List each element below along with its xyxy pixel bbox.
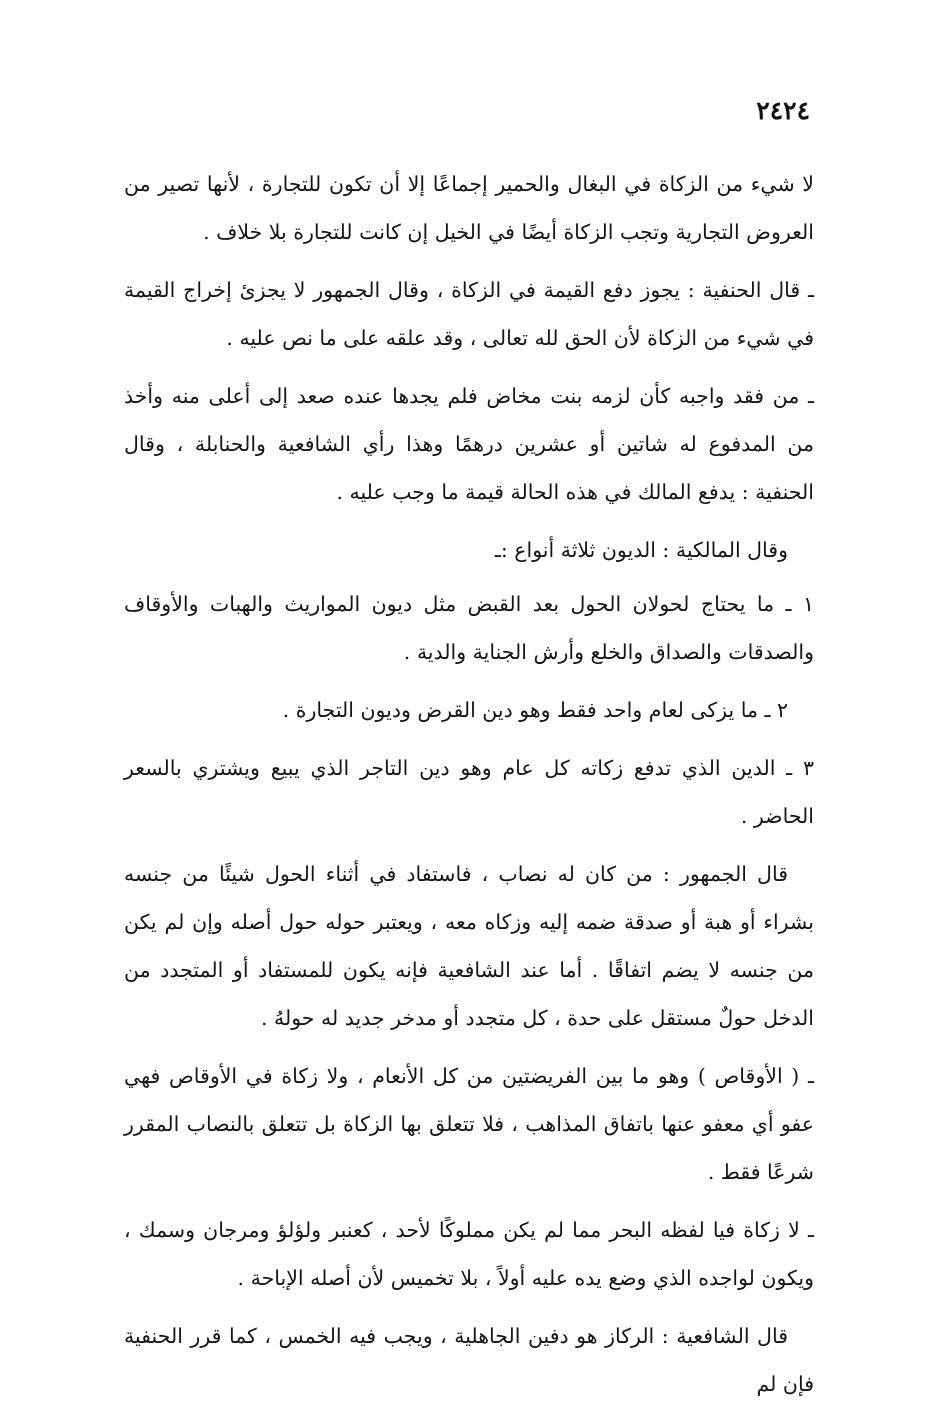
paragraph-maliki-debts-heading: وقال المالكية : الديون ثلاثة أنواع :ـ xyxy=(494,538,788,562)
paragraph-zakat-mules-donkeys: لا شيء من الزكاة في البغال والحمير إجماعًا إلا أن تكون للتجارة ، لأنها تصير من العروض التجارية وتجب الزكاة أيضًا في الخيل إن كانت للتجارة بلا خلاف . xyxy=(124,172,814,244)
list-item-debt-type-2: ٢ ـ ما يزكى لعام واحد فقط وهو دين القرض وديون التجارة . xyxy=(282,698,788,722)
paragraph-rikaz: قال الشافعية : الركاز هو دفين الجاهلية ، ويجب فيه الخمس ، كما قرر الحنفية فإن لم xyxy=(124,1324,814,1396)
list-item-debt-type-1: ١ ـ ما يحتاج لحولان الحول بعد القبض مثل ديون المواريث والهبات والأوقاف والصدقات والصداق والخلع وأرش الجناية والدية . xyxy=(124,592,814,664)
paragraph-missing-obligation: ـ من فقد واجبه كأن لزمه بنت مخاض فلم يجدها عنده صعد إلى أعلى منه وأخذ من المدفوع له شاتين أو عشرين درهمًا وهذا رأي الشافعية والحنابلة ، وقال الحنفية : يدفع المالك في هذه الحالة قيمة ما وجب عليه . xyxy=(124,384,814,504)
paragraph-acquired-wealth: قال الجمهور : من كان له نصاب ، فاستفاد في أثناء الحول شيئًا من جنسه بشراء أو هبة أو صدقة ضمه إليه وزكاه معه ، ويعتبر حوله حول أصله وإن لم يكن من جنسه لا يضم اتفاقًا . أما عند الشافعية فإنه يكون للمستفاد أو المتجدد من الدخل حولٌ مستقل على حدة ، كل متجدد أو مدخر جديد له حولهُ . xyxy=(124,862,814,1030)
paragraph-sea-products: ـ لا زكاة فيا لفظه البحر مما لم يكن مملوكًا لأحد ، كعنبر ولؤلؤ ومرجان وسمك ، ويكون لواجده الذي وضع يده عليه أولاً ، بلا تخميس لأن أصله الإباحة . xyxy=(124,1218,814,1290)
page-body xyxy=(124,160,814,1418)
paragraph-value-payment: ـ قال الحنفية : يجوز دفع القيمة في الزكاة ، وقال الجمهور لا يجزئ إخراج القيمة في شيء من الزكاة لأن الحق لله تعالى ، وقد علقه على ما نص عليه . xyxy=(124,278,814,350)
list-item-debt-type-3: ٣ ـ الدين الذي تدفع زكاته كل عام وهو دين التاجر الذي يبيع ويشتري بالسعر الحاضر . xyxy=(124,756,814,828)
page-number: ٢٤٢٤ xyxy=(756,96,810,125)
paragraph-awqas: ـ ( الأوقاص ) وهو ما بين الفريضتين من كل الأنعام ، ولا زكاة في الأوقاص فهي عفو أي معفو عنها باتفاق المذاهب ، فلا تتعلق بها الزكاة بل تتعلق بالنصاب المقرر شرعًا فقط . xyxy=(124,1064,814,1184)
